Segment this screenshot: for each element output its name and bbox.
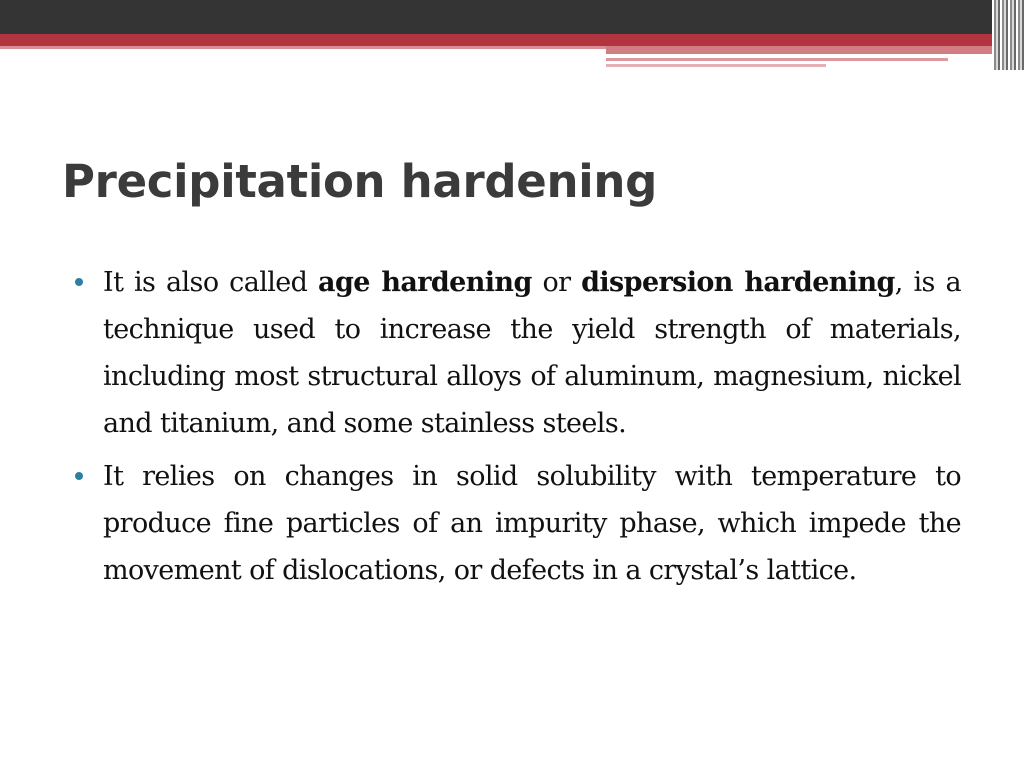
bullet-text: or [531,267,582,298]
bullet-item-age-hardening [75,259,961,447]
header-pink-bar [606,46,1024,54]
header-pink-accent-line-2 [606,64,826,67]
slide-title: Precipitation hardening [62,155,657,208]
bullet-dot-icon [75,472,83,480]
bullet-dot-icon [75,278,83,286]
bullet-item-solubility [75,453,961,594]
term-age-hardening: age hardening [318,267,532,298]
header-dark-bar [0,0,1024,34]
bullet-list [75,259,961,600]
bullet-text: It is also called [103,267,319,298]
header-stripes-decoration [992,0,1024,70]
term-dispersion-hardening: dispersion hardening [581,267,895,298]
header-pink-accent-line [606,58,948,61]
bullet-text: , is a technique used to increase the yield strength of materials, including most structural alloys of aluminum, magnesium, nickel and titanium, and some stainless steels. [103,267,961,439]
header-pink-line [0,46,606,49]
header-red-bar [0,34,1024,46]
bullet-text: It relies on changes in solid solubility with temperature to produce fine particles of an impurity phase, which impede the movement of dislocations, or defects in a crystal’s lattice. [103,461,961,586]
